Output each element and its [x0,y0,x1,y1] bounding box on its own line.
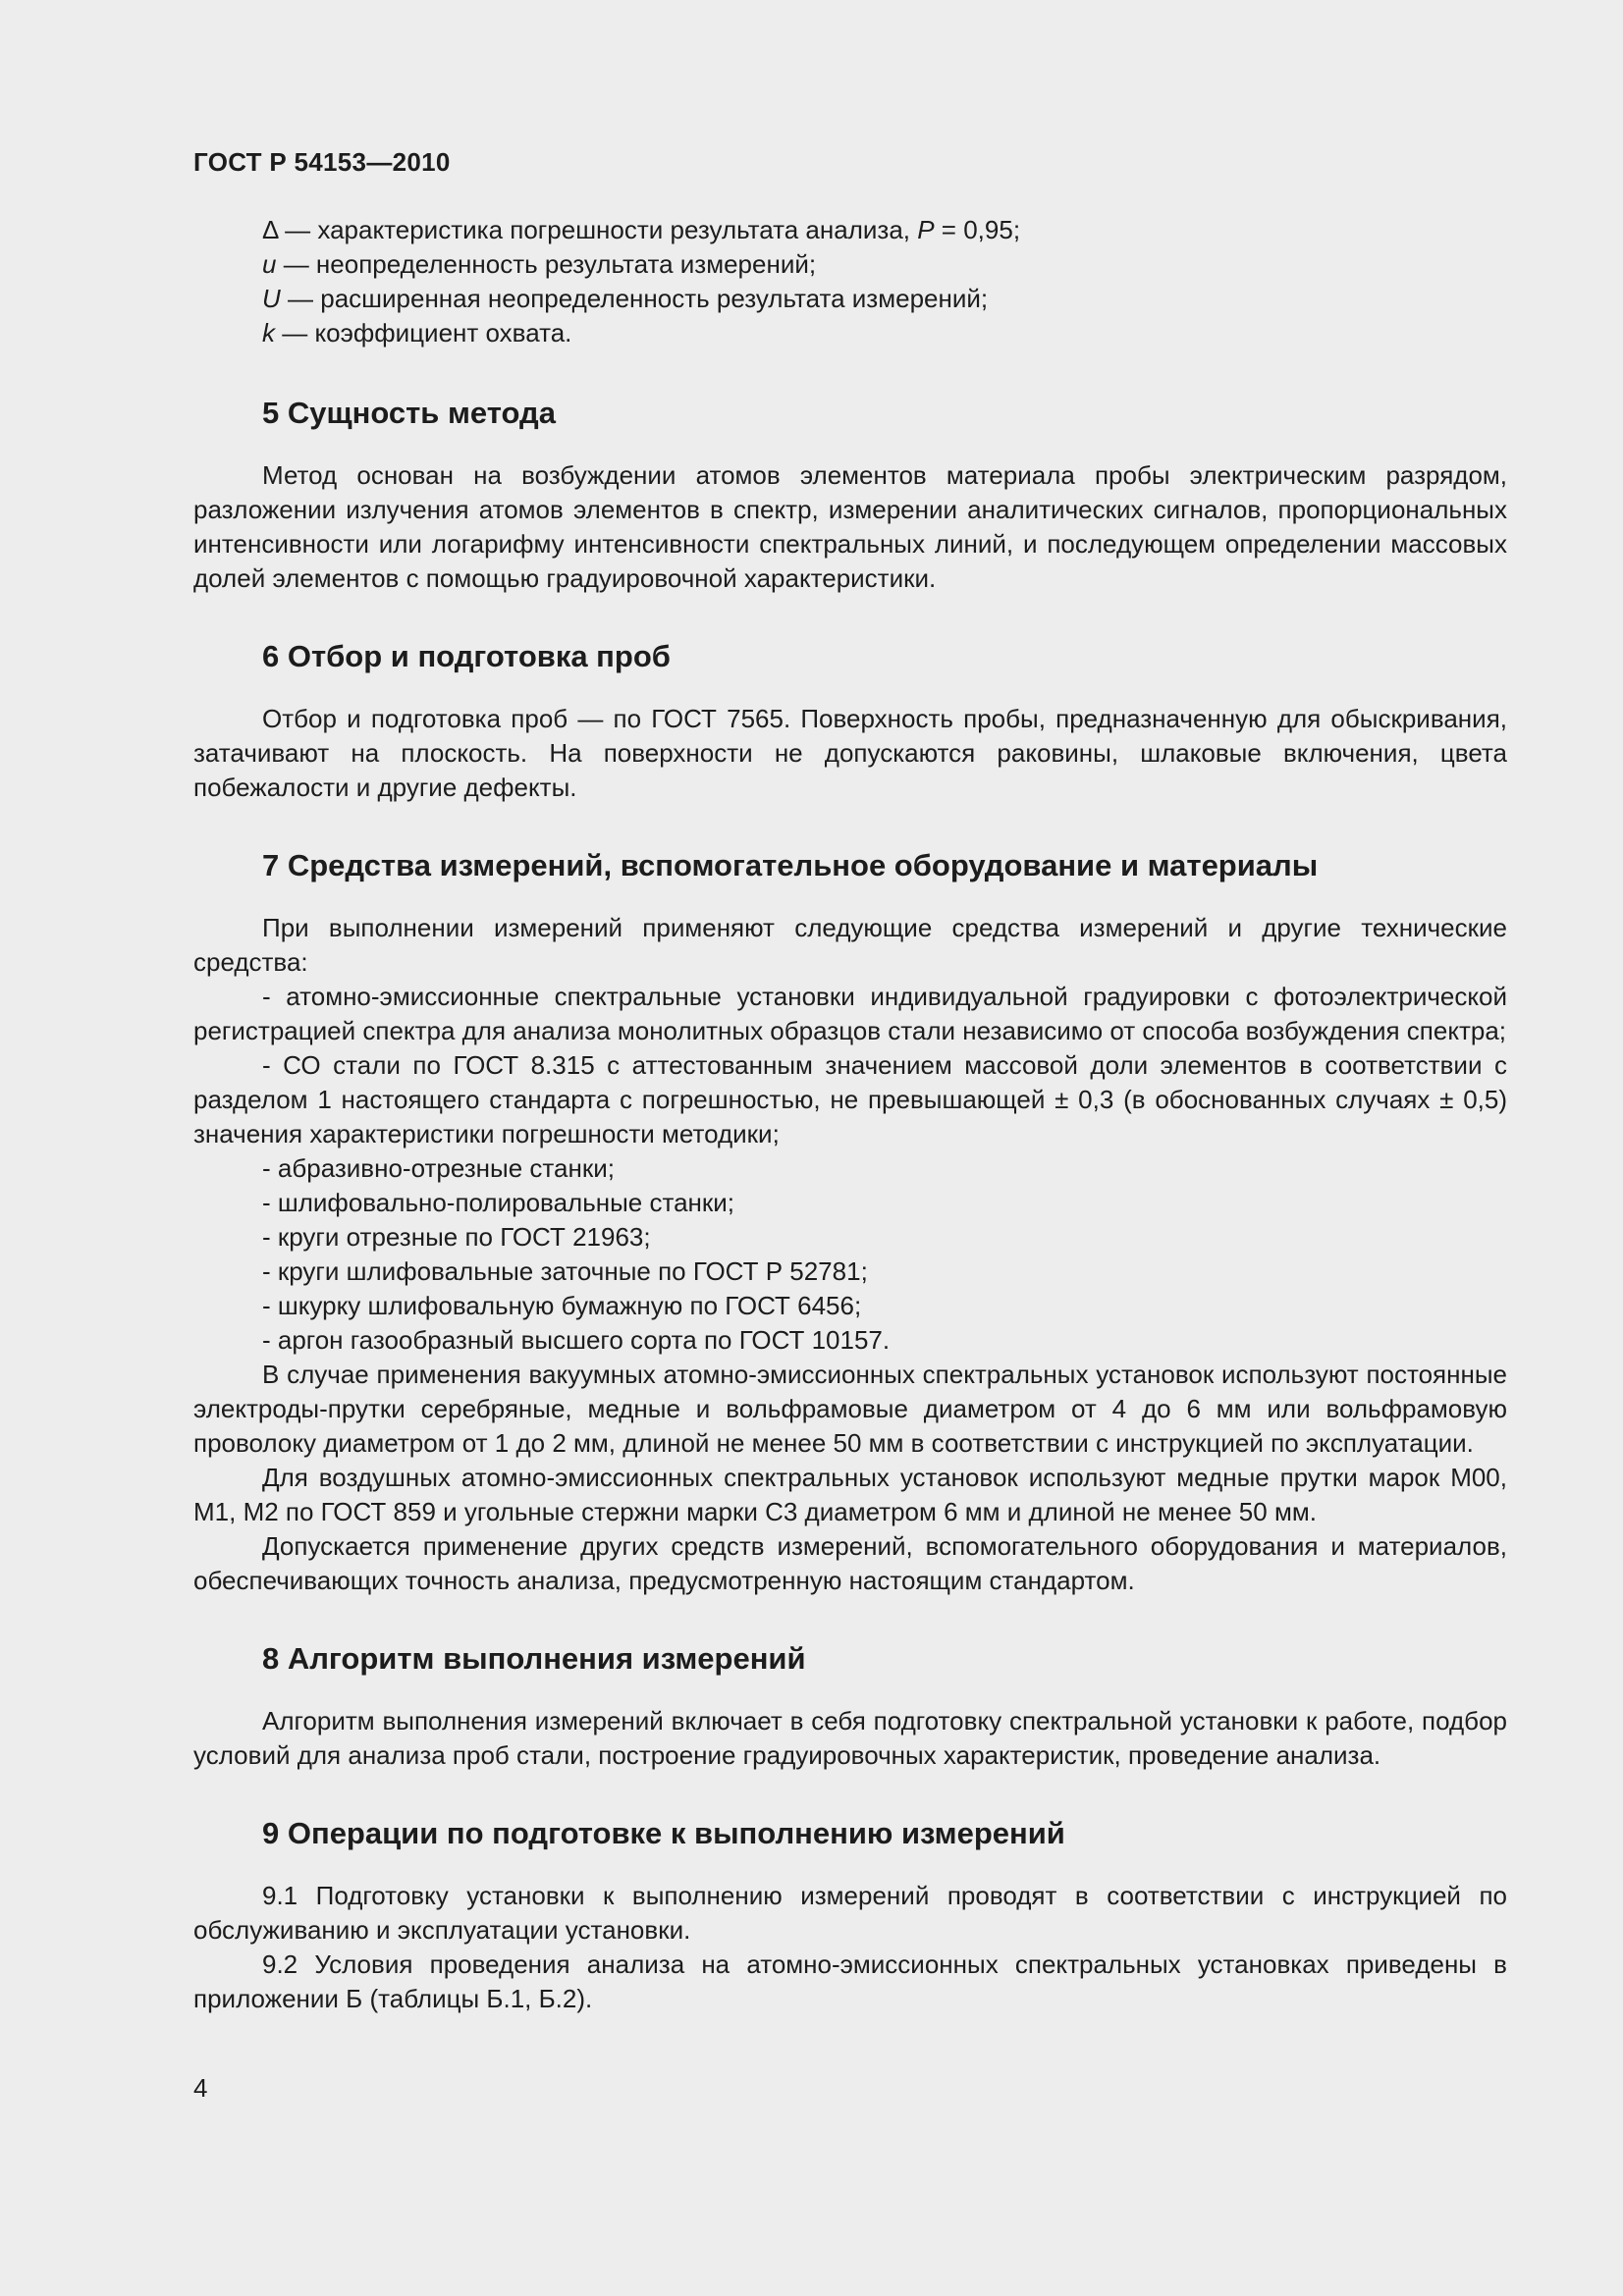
document-code-header: ГОСТ Р 54153—2010 [193,147,451,177]
section-7-title: 7 Средства измерений, вспомогательное оборудование и материалы [262,848,1319,882]
section-6-title: 6 Отбор и подготовка проб [262,639,671,673]
section-9-paragraph: 9.1 Подготовку установки к выполнению измерений проводят в соответствии с инструкцией по обслуживанию и эксплуатации установки. [193,1881,1507,1945]
definition-symbol: k [262,318,275,347]
definition-symbol: U [262,284,281,313]
section-9-paragraph: 9.2 Условия проведения анализа на атомно-эмиссионных спектральных установках приведены в приложении Б (таблицы Б.1, Б.2). [193,1949,1507,2013]
list-item: - атомно-эмиссионные спектральные установки индивидуальной градуировки с фотоэлектрической регистрацией спектра для анализа монолитных образцов стали независимо от способа возбуждения спектра; [193,982,1507,1045]
definition-U [262,282,1507,316]
section-7-paragraph: Допускается применение других средств измерений, вспомогательного оборудования и материалов, обеспечивающих точность анализа, предусмотренную настоящим стандартом. [193,1531,1507,1595]
definition-text: — неопределенность результата измерений; [276,249,817,279]
page-number: 4 [193,2073,208,2103]
list-item: - шлифовально-полировальные станки; [262,1188,735,1217]
section-8-title: 8 Алгоритм выполнения измерений [262,1641,806,1676]
list-item: - СО стали по ГОСТ 8.315 с аттестованным значением массовой доли элементов в соответствии с разделом 1 настоящего стандарта с погрешностью, не превышающей ± 0,3 (в обоснованных случаях ± 0,5) значения характеристики погрешности методики; [193,1050,1507,1148]
section-7-paragraph: Для воздушных атомно-эмиссионных спектральных установок используют медные прутки марок М00, М1, М2 по ГОСТ 859 и угольные стержни марки С3 диаметром 6 мм и длиной не менее 50 мм. [193,1463,1507,1526]
definition-u [262,247,1507,282]
section-6-paragraph: Отбор и подготовка проб — по ГОСТ 7565. Поверхность пробы, предназначенную для обыскривания, затачивают на плоскость. На поверхности не допускаются раковины, шлаковые включения, цвета побежалости и другие дефекты. [193,704,1507,802]
document-page [193,147,1507,2016]
section-8-paragraph: Алгоритм выполнения измерений включает в себя подготовку спектральной установки к работе, подбор условий для анализа проб стали, построение градуировочных характеристик, проведение анализа. [193,1706,1507,1770]
definition-italic-p: P [917,215,935,244]
definition-text: — расширенная неопределенность результата измерений; [280,284,989,313]
definition-text: — характеристика погрешности результата анализа, [277,215,918,244]
definition-symbol: Δ [262,215,278,244]
list-item: - круги отрезные по ГОСТ 21963; [262,1222,651,1252]
definition-delta [262,213,1507,247]
definition-tail: = 0,95; [934,215,1021,244]
list-item: - шкурку шлифовальную бумажную по ГОСТ 6456; [262,1291,862,1320]
definition-k [262,316,1507,350]
definition-text: — коэффициент охвата. [275,318,572,347]
section-9-title: 9 Операции по подготовке к выполнению измерений [262,1816,1065,1850]
definition-symbol: u [262,249,277,279]
symbol-definitions [262,213,1507,350]
list-item: - круги шлифовальные заточные по ГОСТ Р 52781; [262,1256,868,1286]
section-5-title: 5 Сущность метода [262,396,556,430]
section-7-intro: При выполнении измерений применяют следующие средства измерений и другие технические средства: [193,913,1507,977]
section-5-paragraph: Метод основан на возбуждении атомов элементов материала пробы электрическим разрядом, разложении излучения атомов элементов в спектр, измерении аналитических сигналов, пропорциональных интенсивности или логарифму интенсивности спектральных линий, и последующем определении массовых долей элементов с помощью градуировочной характеристики. [193,460,1507,593]
list-item: - аргон газообразный высшего сорта по ГОСТ 10157. [262,1325,891,1355]
list-item: - абразивно-отрезные станки; [262,1153,615,1183]
section-7-paragraph: В случае применения вакуумных атомно-эмиссионных спектральных установок используют постоянные электроды-прутки серебряные, медные и вольфрамовые диаметром от 4 до 6 мм или вольфрамовую проволоку диаметром от 1 до 2 мм, длиной не менее 50 мм в соответствии с инструкцией по эксплуатации. [193,1360,1507,1458]
